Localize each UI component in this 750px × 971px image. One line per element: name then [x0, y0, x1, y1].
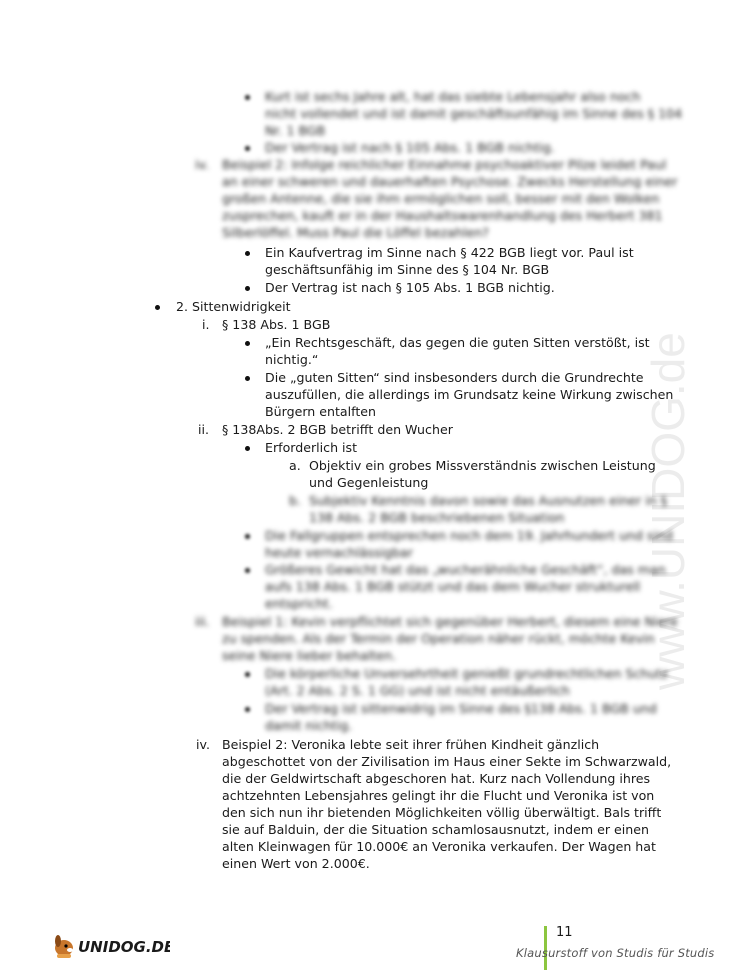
blurred-text: Größeres Gewicht hat das „wucherähnliche Geschäft“, das man	[265, 562, 666, 577]
paragraph-line: sie auf Balduin, der die Situation schamlosausnutzt, indem er einen	[222, 822, 650, 837]
bullet	[245, 672, 250, 677]
blurred-text: zusprechen, kauft er in der Haushaltswarenhandlung des Herbert 381	[222, 208, 663, 223]
blurred-text: aufs 138 Abs. 1 BGB stützt und das dem Wucher strukturell	[265, 579, 641, 594]
paragraph-line: die der Geldwirtschaft abgeschoren hat. Kurz nach Vollendung ihres	[222, 771, 651, 786]
section-heading: 2. Sittenwidrigkeit	[176, 299, 291, 314]
paragraph-line: einen Wert von 2.000€.	[222, 856, 370, 871]
blurred-text: an einer schweren und dauerhaften Psychose. Zwecks Herstellung einer	[222, 174, 678, 189]
bullet	[245, 146, 250, 151]
paragraph-line: nichtig.“	[265, 352, 319, 367]
blurred-text: seine Niere lieber behalten.	[222, 648, 397, 663]
paragraph-line: § 138 Abs. 1 BGB	[222, 317, 331, 332]
paragraph-line: § 138Abs. 2 BGB betrifft den Wucher	[222, 422, 453, 437]
list-marker: iii.	[195, 614, 210, 629]
blurred-text: entspricht.	[265, 596, 333, 611]
blurred-text: damit nichtig.	[265, 718, 353, 733]
paragraph-line: den sich nun ihr bietenden Möglichkeiten völlig überwältigt. Bals trifft	[222, 805, 662, 820]
bullet	[245, 707, 250, 712]
bullet	[245, 251, 250, 256]
list-marker: i.	[202, 317, 210, 332]
paragraph-line: achtzehnten Lebensjahres gelingt ihr die Flucht und Veronika ist von	[222, 788, 655, 803]
paragraph-line: Objektiv ein grobes Missverständnis zwischen Leistung	[309, 458, 656, 473]
blurred-text: Die körperliche Unversehrtheit genießt grundrechtlichen Schutz	[265, 666, 668, 681]
bullet	[245, 568, 250, 573]
list-marker: iv.	[196, 737, 210, 752]
paragraph-line: „Ein Rechtsgeschäft, das gegen die guten Sitten verstößt, ist	[265, 335, 650, 350]
blurred-text: Beispiel 1: Kevin verpflichtet sich gegenüber Herbert, diesem eine Niere	[222, 614, 678, 629]
blurred-text: zu spenden. Als der Termin der Operation näher rückt, möchte Kevin	[222, 631, 655, 646]
paragraph-line: geschäftsunfähig im Sinne des § 104 Nr. BGB	[265, 262, 550, 277]
paragraph-line: alten Kleinwagen für 10.000€ an Veronika verkaufen. Der Wagen hat	[222, 839, 656, 854]
paragraph-line: Bürgern entalften	[265, 404, 377, 419]
paragraph-line: auszufüllen, die allerdings im Grundsatz keine Wirkung zwischen	[265, 387, 674, 402]
blurred-text: Kurt ist sechs Jahre alt, hat das siebte Lebensjahr also noch	[265, 89, 641, 104]
blurred-text: 138 Abs. 2 BGB beschriebenen Situation	[309, 510, 565, 525]
list-marker: ii.	[198, 422, 210, 437]
blurred-text: Silberlöffel. Muss Paul die Löffel bezahlen?	[222, 225, 489, 240]
blurred-text: heute vernachlässigbar	[265, 545, 413, 560]
blurred-text: Subjektiv Kenntnis davon sowie das Ausnutzen einer in §	[309, 493, 668, 508]
blurred-text: Der Vertrag ist sittenwidrig im Sinne des §138 Abs. 1 BGB und	[265, 701, 657, 716]
watermark-text: www.UNIDOG.de	[642, 332, 694, 690]
list-marker: b.	[289, 493, 301, 508]
bullet	[245, 376, 250, 381]
bullet	[245, 95, 250, 100]
bullet	[245, 446, 250, 451]
paragraph-line: Erforderlich ist	[265, 440, 358, 455]
blurred-text: Beispiel 2: Infolge reichlicher Einnahme psychoaktiver Pilze leidet Paul	[222, 157, 667, 172]
unidog-logo	[52, 928, 170, 960]
logo-text: UNIDOG.DE	[78, 938, 170, 956]
list-marker: a.	[289, 458, 301, 473]
blurred-text: (Art. 2 Abs. 2 S. 1 GG) und ist nicht entäußerlich	[265, 683, 570, 698]
blurred-text: großen Antenne, die sie ihm ermöglichen soll, besser mit den Wolken	[222, 191, 660, 206]
list-marker: iv.	[195, 157, 209, 172]
blurred-text: nicht vollendet und ist damit geschäftsunfähig im Sinne des § 104	[265, 106, 683, 121]
bullet	[155, 305, 160, 310]
paragraph-line: und Gegenleistung	[309, 475, 429, 490]
blurred-text: Die Fallgruppen entsprechen noch dem 19. Jahrhundert und sind	[265, 528, 673, 543]
paragraph-line: Ein Kaufvertrag im Sinne nach § 422 BGB liegt vor. Paul ist	[265, 245, 634, 260]
blurred-text: Nr. 1 BGB	[265, 123, 326, 138]
paragraph-line: Der Vertrag ist nach § 105 Abs. 1 BGB nichtig.	[265, 280, 555, 295]
paragraph-line: Beispiel 2: Veronika lebte seit ihrer frühen Kindheit gänzlich	[222, 737, 600, 752]
page-number: 11	[556, 925, 573, 940]
bullet	[245, 534, 250, 539]
bullet	[245, 286, 250, 291]
paragraph-line: Die „guten Sitten“ sind insbesonders durch die Grundrechte	[265, 370, 644, 385]
bullet	[245, 341, 250, 346]
blurred-text: Der Vertrag ist nach § 105 Abs. 1 BGB nichtig.	[265, 140, 555, 155]
footer-tagline: Klausurstoff von Studis für Studis	[516, 946, 715, 960]
paragraph-line: abgeschottet von der Zivilisation im Haus einer Sekte im Schwarzwald,	[222, 754, 672, 769]
